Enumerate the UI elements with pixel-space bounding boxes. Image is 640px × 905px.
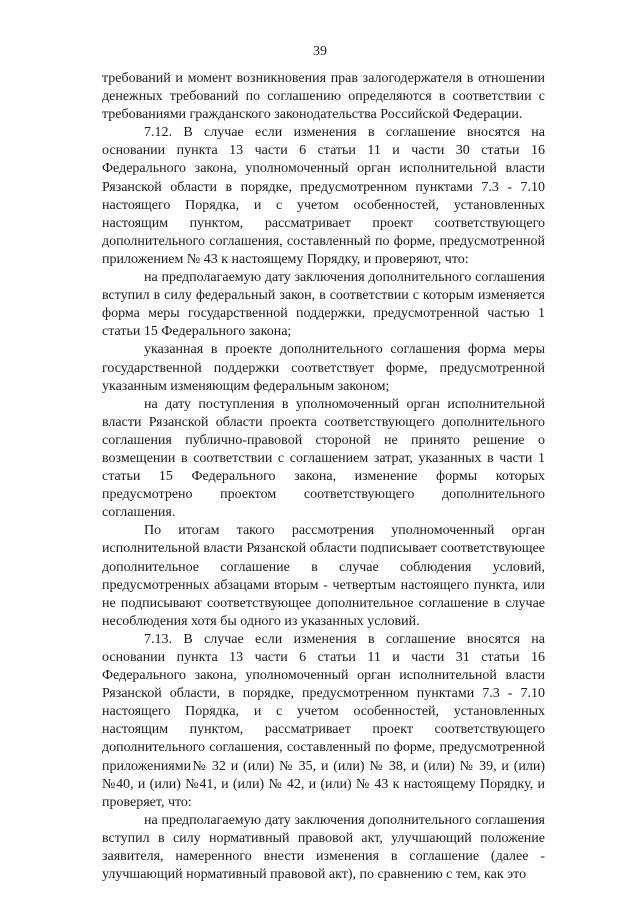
paragraph-7-12: 7.12. В случае если изменения в соглашение вносятся на основании пункта 13 части 6 статьи 11 и части 30 статьи 16 Федерального закона, уполномоченный орган исполнительной власти Рязанской области в порядке, предусмотренном пунктами 7.3 - 7.10 настоящего Порядка, и с учетом особенностей, установленных настоящим пунктом, рассматривает проект соответствующего дополнительного соглашения, составленный по форме, предусмотренной приложением № 43 к настоящему Порядку, и проверяют, что: — [102, 125, 545, 267]
paragraph-continuation: требований и момент возникновения прав залогодержателя в отношении денежных требований по соглашению определяются в соответствии с требованиями гражданского законодательства Российской Федерации. — [102, 71, 545, 123]
paragraph-7-13: 7.13. В случае если изменения в соглашение вносятся на основании пункта 13 части 6 статьи 11 и части 31 статьи 16 Федерального закона, уполномоченный орган исполнительной власти Рязанской области, в порядке, предусмотренном пунктами 7.3 - 7.10 настоящего Порядка, и с учетом особенностей, установленных настоящим пунктом, рассматривает проект соответствующего дополнительного соглашения, составленный по форме, предусмотренной приложениями№ 32 и (или) № 35, и (или) № 38, и (или) № 39, и (или) №40, и (или) №41, и (или) № 42, и (или) № 43 к настоящему Порядку, и проверяет, что: — [102, 631, 545, 810]
paragraph-condition-improving-act: на предполагаемую дату заключения дополнительного соглашения вступил в силу нормативный правовой акт, улучшающий положение заявителя, намеренного внести изменения в соглашение (далее - улучшающий нормативный правовой акт), по сравнению с тем, как это — [102, 812, 545, 883]
paragraph-condition-form: указанная в проекте дополнительного соглашения форма меры государственной поддержки соответствует форме, предусмотренной указанным изменяющим федеральным законом; — [102, 342, 545, 394]
paragraph-condition-law: на предполагаемую дату заключения дополнительного соглашения вступил в силу федеральный закон, в соответствии с которым изменяется форма меры государственной поддержки, предусмотренной частью 1 статьи 15 Федерального закона; — [102, 270, 545, 340]
page-number: 39 — [313, 44, 327, 59]
paragraph-condition-decision: на дату поступления в уполномоченный орган исполнительной власти Рязанской области проекта соответствующего дополнительного соглашения публично-правовой стороной не принято решение о возмещении в соответствии с соглашением затрат, указанных в части 1 статьи 15 Федерального закона, изменение формы которых предусмотрено проектом соответствующего дополнительного соглашения. — [102, 396, 545, 521]
paragraph-review-result: По итогам такого рассмотрения уполномоченный орган исполнительной власти Рязанской области подписывает соответствующее дополнительное соглашение в случае соблюдения условий, предусмотренных абзацами вторым - четвертым настоящего пункта, или не подписывают соответствующее дополнительное соглашение в случае несоблюдения хотя бы одного из указанных условий. — [102, 523, 545, 629]
body-text — [102, 70, 545, 884]
